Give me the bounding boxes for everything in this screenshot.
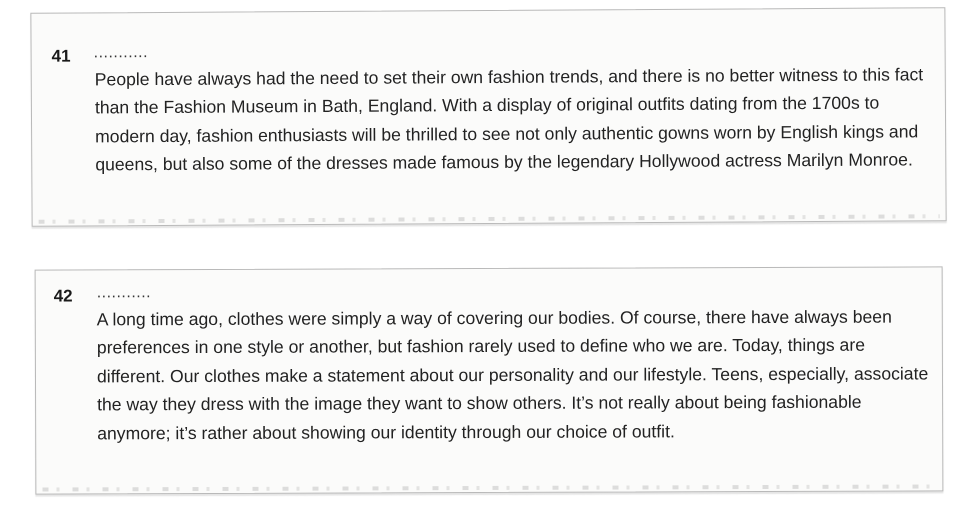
answer-blank: ........... [93,44,149,62]
answer-blank: ........... [96,284,152,302]
paragraph-text: People have always had the need to set their own fashion trends, and there is no better witness to this fact than the Fashion Museum in Bath, England. With a display of original outfits dating from the 1700s to modern day, fashion enthusiasts will be thrilled to see not only authentic gowns worn by English kings and queens, but also some of the dresses made famous by the legendary Hollywood actress Marilyn Monroe. [94,64,924,175]
scan-shadow [39,214,940,224]
item-number: 42 [53,286,73,306]
paragraph-box-41 [30,7,946,227]
item-number: 41 [51,46,71,66]
paragraph-box-42 [35,266,944,494]
paragraph-text: A long time ago, clothes were simply a way of covering our bodies. Of course, there have always been preferences in one style or another, but fashion rarely used to define who we are. Today, things are different. Our clothes make a statement about our personality and our lifestyle. Teens, especially, associate the way they dress with the image they want to show others. It’s not really about being fashionable anymore; it’s rather about showing our identity through our choice of outfit. [96,306,929,443]
scan-shadow [42,484,936,491]
